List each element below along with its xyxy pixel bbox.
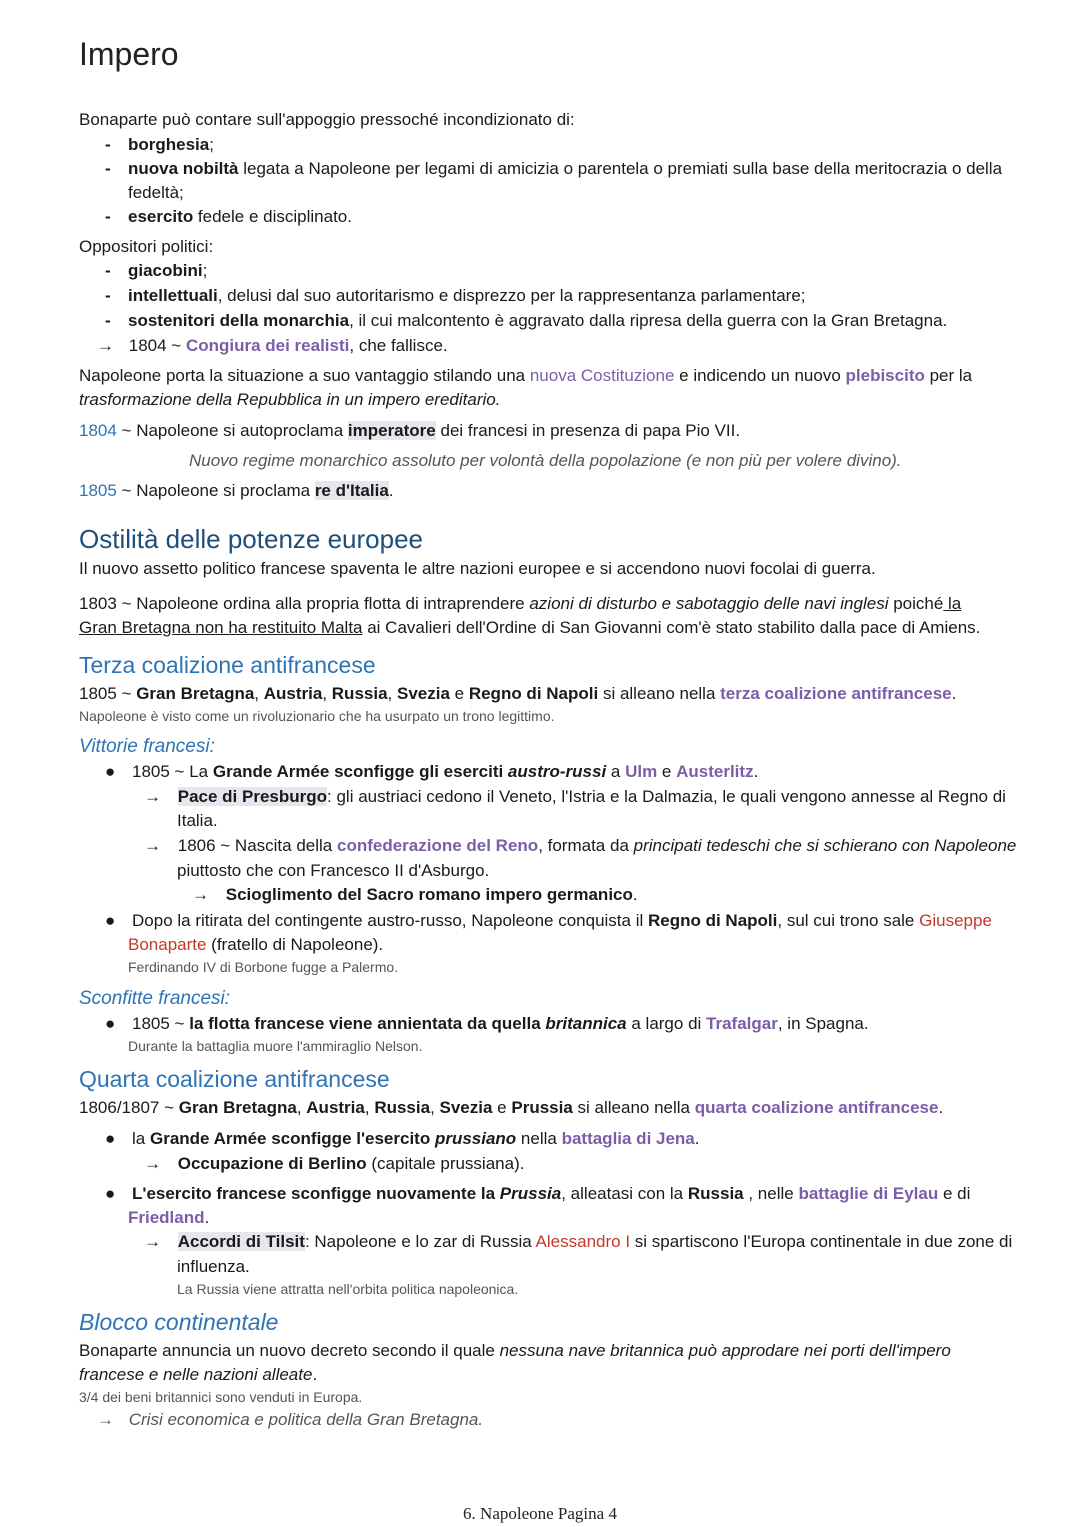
heading-quarta: Quarta coalizione antifrancese: [79, 1066, 390, 1092]
list-item: ● L'esercito francese sconfigge nuovamente la Prussia, alleatasi con la Russia , nelle battaglie di Eylau e di: [105, 1184, 971, 1203]
heading-blocco: Blocco continentale: [79, 1309, 279, 1335]
note: La Russia viene attratta nell'orbita politica napoleonica.: [177, 1281, 519, 1297]
sub-sub-item: → Scioglimento del Sacro romano impero germanico.: [192, 885, 638, 904]
conspiracy-line: → 1804 ~ Congiura dei realisti, che fallisce.: [97, 336, 448, 355]
sub-item-cont: influenza.: [177, 1257, 250, 1276]
terza-line: 1805 ~ Gran Bretagna, Austria, Russia, Svezia e Regno di Napoli si alleano nella terza coalizione antifrancese.: [79, 684, 957, 703]
list-item: - nuova nobiltà legata a Napoleone per legami di amicizia o parentela o premiati sulla base della meritocrazia o della: [105, 159, 1003, 178]
list-item: - borghesia;: [105, 135, 214, 154]
result-line: → Crisi economica e politica della Gran Bretagna.: [97, 1410, 484, 1429]
paragraph: Bonaparte annuncia un nuovo decreto secondo il quale nessuna nave britannica può approdare nei porti dell'impero: [79, 1341, 951, 1360]
event-1803-cont: Gran Bretagna non ha restituito Malta ai Cavalieri dell'Ordine di San Giovanni com'è stato stabilito dalla pace di Amiens.: [79, 618, 981, 637]
list-item: - giacobini;: [105, 261, 208, 280]
arrow-icon: →: [97, 336, 114, 355]
list-item-cont: Bonaparte (fratello di Napoleone).: [128, 935, 384, 954]
heading-ostilita: Ostilità delle potenze europee: [79, 524, 424, 554]
paragraph-cont: francese e nelle nazioni alleate.: [79, 1365, 318, 1384]
bullet-icon: ●: [105, 911, 116, 930]
list-item: ● Dopo la ritirata del contingente austro-russo, Napoleone conquista il Regno di Napoli, sul cui trono sale Giuseppe: [105, 911, 992, 930]
heading-terza: Terza coalizione antifrancese: [79, 652, 376, 678]
page-title: Impero: [79, 36, 179, 72]
note: 3/4 dei beni britannici sono venduti in Europa.: [79, 1389, 363, 1405]
arrow-icon: →: [97, 1410, 114, 1429]
note: Durante la battaglia muore l'ammiraglio Nelson.: [128, 1038, 423, 1054]
note: Ferdinando IV di Borbone fugge a Palermo.: [128, 959, 399, 975]
sub-item: → Accordi di Tilsit: Napoleone e lo zar di Russia Alessandro I si spartiscono l'Europa continentale in due zone di: [144, 1232, 1013, 1251]
event-1803: 1803 ~ Napoleone ordina alla propria flotta di intraprendere azioni di disturbo e sabotaggio delle navi inglesi poiché la: [79, 594, 962, 613]
event-1805: 1805 ~ Napoleone si proclama re d'Italia.: [79, 481, 394, 500]
list-item-cont: Friedland.: [128, 1208, 210, 1227]
paragraph: Il nuovo assetto politico francese spaventa le altre nazioni europee e si accendono nuovi focolai di guerra.: [79, 559, 876, 578]
bullet-icon: ●: [105, 762, 116, 781]
paragraph: Napoleone porta la situazione a suo vantaggio stilando una nuova Costituzione e indicendo un nuovo plebiscito per la: [79, 366, 973, 385]
note: Napoleone è visto come un rivoluzionario che ha usurpato un trono legittimo.: [79, 708, 555, 724]
arrow-icon: →: [192, 885, 209, 904]
list-item: - esercito fedele e disciplinato.: [105, 207, 352, 226]
list-item: ● la Grande Armée sconfigge l'esercito prussiano nella battaglia di Jena.: [105, 1129, 700, 1148]
sub-item-cont: Italia.: [177, 811, 218, 830]
arrow-icon: →: [144, 1154, 161, 1173]
intro-text: Bonaparte può contare sull'appoggio pressoché incondizionato di:: [79, 110, 575, 129]
page-footer: 6. Napoleone Pagina 4: [463, 1504, 617, 1523]
list-item: - intellettuali, delusi dal suo autoritarismo e disprezzo per la rappresentanza parlamentare;: [105, 286, 806, 305]
opponents-label: Oppositori politici:: [79, 237, 214, 256]
note: Nuovo regime monarchico assoluto per volontà della popolazione (e non più per volere divino).: [189, 451, 902, 470]
arrow-icon: →: [144, 787, 161, 806]
list-item: - sostenitori della monarchia, il cui malcontento è aggravato dalla ripresa della guerra con la Gran Bretagna.: [105, 311, 948, 330]
event-1804: 1804 ~ Napoleone si autoproclama imperatore dei francesi in presenza di papa Pio VII.: [79, 421, 741, 440]
bullet-icon: ●: [105, 1184, 116, 1203]
sub-item: → Pace di Presburgo: gli austriaci cedono il Veneto, l'Istria e la Dalmazia, le quali vengono annesse al Regno di: [144, 787, 1006, 806]
sub-item-cont: piuttosto che con Francesco II d'Asburgo.: [177, 861, 490, 880]
list-item-cont: fedeltà;: [128, 183, 184, 202]
paragraph-cont: trasformazione della Repubblica in un impero ereditario.: [79, 390, 501, 409]
list-item: ● 1805 ~ la flotta francese viene annientata da quella britannica a largo di Trafalgar, in Spagna.: [105, 1014, 869, 1033]
quarta-line: 1806/1807 ~ Gran Bretagna, Austria, Russia, Svezia e Prussia si alleano nella quarta coalizione antifrancese.: [79, 1098, 944, 1117]
heading-sconfitte: Sconfitte francesi:: [79, 988, 231, 1009]
bullet-icon: ●: [105, 1014, 116, 1033]
heading-vittorie: Vittorie francesi:: [79, 736, 215, 757]
bullet-icon: ●: [105, 1129, 116, 1148]
arrow-icon: →: [144, 836, 161, 855]
sub-item: → 1806 ~ Nascita della confederazione del Reno, formata da principati tedeschi che si schierano con Napoleone: [144, 836, 1017, 855]
list-item: ● 1805 ~ La Grande Armée sconfigge gli eserciti austro-russi a Ulm e Austerlitz.: [105, 762, 759, 781]
sub-item: → Occupazione di Berlino (capitale prussiana).: [144, 1154, 525, 1173]
arrow-icon: →: [144, 1232, 161, 1251]
